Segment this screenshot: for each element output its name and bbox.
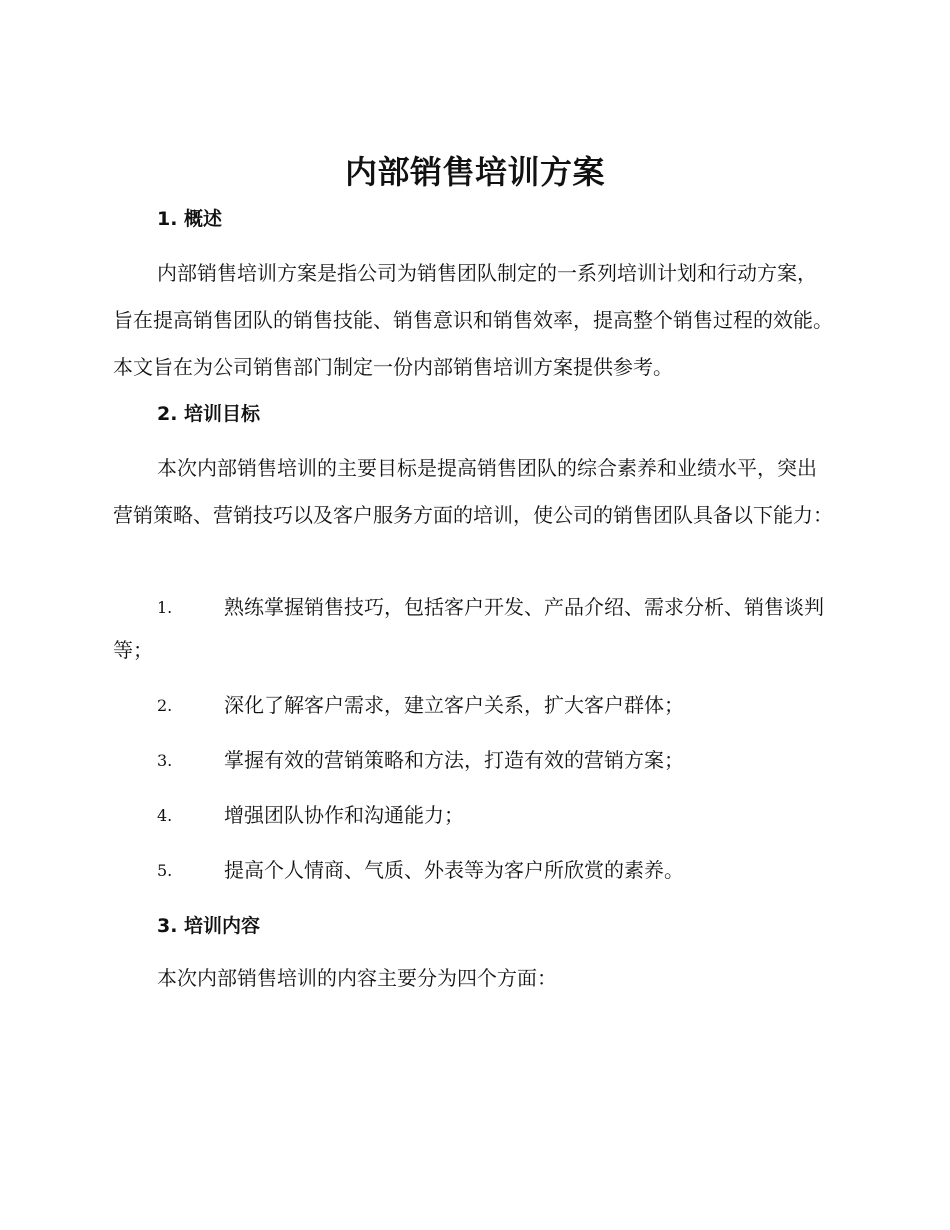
section-heading-overview: 1. 概述 [157,208,223,230]
list-item-text: 增强团队协作和沟通能力； [224,803,464,827]
section-paragraph-content: 本次内部销售培训的内容主要分为四个方面： [157,966,557,990]
list-item-text: 深化了解客户需求，建立客户关系，扩大客户群体； [224,693,684,717]
list-item-number: 5. [157,861,173,880]
list-item-number: 4. [157,806,173,825]
list-item-number: 1. [157,598,173,617]
list-item [113,684,835,727]
list-item [113,794,835,837]
section-heading-content: 3. 培训内容 [157,915,261,937]
section-paragraph-overview: 内部销售培训方案是指公司为销售团队制定的一系列培训计划和行动方案，旨在提高销售团队的销售技能、销售意识和销售效率，提高整个销售过程的效能。本文旨在为公司销售部门制定一份内部销售培训方案提供参考。 [113,261,833,379]
list-item [113,586,835,672]
list-item [113,739,835,782]
list-item-text: 熟练掌握销售技巧，包括客户开发、产品介绍、需求分析、销售谈判等； [113,595,824,662]
list-item-number: 2. [157,696,173,715]
list-item-text: 提高个人情商、气质、外表等为客户所欣赏的素养。 [224,858,684,882]
document-title: 内部销售培训方案 [344,153,605,191]
section-paragraph-goals: 本次内部销售培训的主要目标是提高销售团队的综合素养和业绩水平，突出营销策略、营销技巧以及客户服务方面的培训，使公司的销售团队具备以下能力： [113,456,833,527]
list-item-number: 3. [157,751,173,770]
list-item [113,849,835,892]
section-heading-goals: 2. 培训目标 [157,403,261,425]
list-item-text: 掌握有效的营销策略和方法，打造有效的营销方案； [224,748,684,772]
